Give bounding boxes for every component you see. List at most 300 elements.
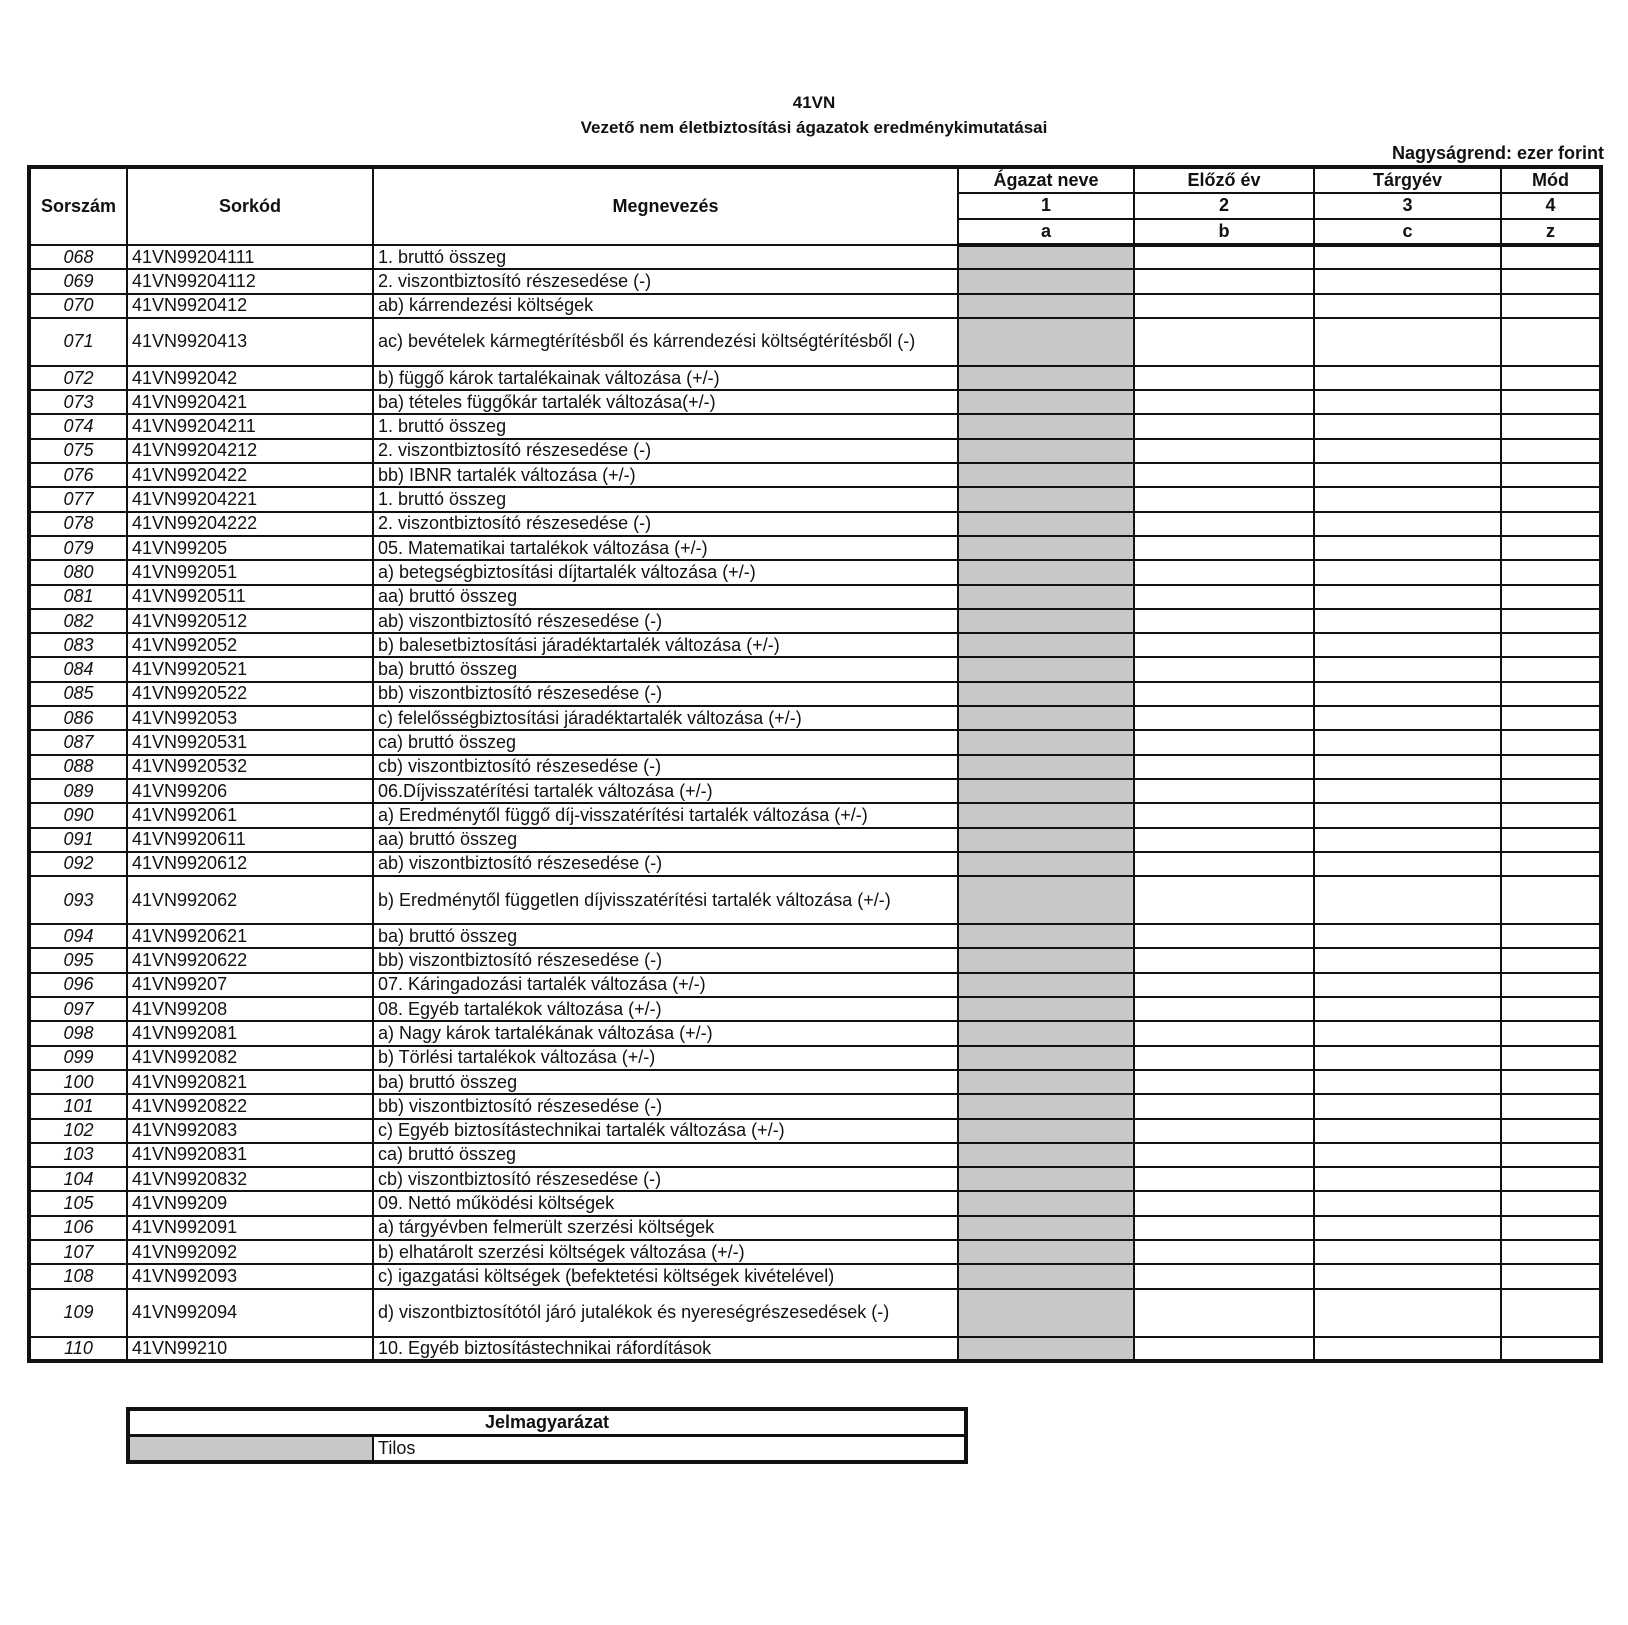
cell-agazat-disabled <box>958 924 1134 948</box>
row-code: 41VN9920422 <box>127 463 373 487</box>
header-agazat-letter: a <box>958 219 1134 245</box>
cell-targyev[interactable] <box>1314 560 1501 584</box>
table-row <box>29 1264 1601 1288</box>
cell-agazat-disabled <box>958 439 1134 463</box>
row-number: 075 <box>29 439 127 463</box>
cell-agazat-disabled <box>958 1021 1134 1045</box>
cell-elozo-ev[interactable] <box>1134 852 1314 876</box>
table-row <box>29 512 1601 536</box>
cell-targyev[interactable] <box>1314 633 1501 657</box>
cell-agazat-disabled <box>958 779 1134 803</box>
cell-targyev[interactable] <box>1314 1289 1501 1337</box>
row-name: 2. viszontbiztosító részesedése (-) <box>373 269 958 293</box>
cell-targyev[interactable] <box>1314 294 1501 318</box>
cell-mod[interactable] <box>1501 560 1601 584</box>
cell-mod[interactable] <box>1501 536 1601 560</box>
table-row <box>29 366 1601 390</box>
table-row <box>29 997 1601 1021</box>
table-row <box>29 973 1601 997</box>
row-number: 108 <box>29 1264 127 1288</box>
table-row <box>29 876 1601 924</box>
cell-elozo-ev[interactable] <box>1134 755 1314 779</box>
row-name: a) Nagy károk tartalékának változása (+/-) <box>373 1021 958 1045</box>
cell-elozo-ev[interactable] <box>1134 414 1314 438</box>
row-code: 41VN99207 <box>127 973 373 997</box>
row-code: 41VN9920831 <box>127 1143 373 1167</box>
cell-agazat-disabled <box>958 1264 1134 1288</box>
cell-mod[interactable] <box>1501 414 1601 438</box>
legend-swatch-gray <box>128 1436 373 1463</box>
cell-mod[interactable] <box>1501 1289 1601 1337</box>
row-name: ba) bruttó összeg <box>373 1070 958 1094</box>
cell-mod[interactable] <box>1501 318 1601 366</box>
row-code: 41VN99210 <box>127 1337 373 1361</box>
cell-targyev[interactable] <box>1314 487 1501 511</box>
row-code: 41VN9920413 <box>127 318 373 366</box>
cell-agazat-disabled <box>958 245 1134 269</box>
row-code: 41VN992091 <box>127 1216 373 1240</box>
cell-targyev[interactable] <box>1314 269 1501 293</box>
cell-targyev[interactable] <box>1314 1240 1501 1264</box>
cell-mod[interactable] <box>1501 1046 1601 1070</box>
cell-agazat-disabled <box>958 366 1134 390</box>
row-name: b) Eredménytől független díjvisszatérítési tartalék változása (+/-) <box>373 876 958 924</box>
legend-label: Tilos <box>373 1436 966 1463</box>
header-elozo-letter: b <box>1134 219 1314 245</box>
cell-mod[interactable] <box>1501 633 1601 657</box>
header-agazat: Ágazat neve <box>958 167 1134 193</box>
cell-elozo-ev[interactable] <box>1134 487 1314 511</box>
row-number: 072 <box>29 366 127 390</box>
row-code: 41VN9920421 <box>127 390 373 414</box>
cell-mod[interactable] <box>1501 1021 1601 1045</box>
cell-targyev[interactable] <box>1314 1119 1501 1143</box>
cell-elozo-ev[interactable] <box>1134 1021 1314 1045</box>
cell-targyev[interactable] <box>1314 1021 1501 1045</box>
row-name: d) viszontbiztosítótól járó jutalékok és nyereségrészesedések (-) <box>373 1289 958 1337</box>
row-number: 109 <box>29 1289 127 1337</box>
cell-agazat-disabled <box>958 390 1134 414</box>
cell-agazat-disabled <box>958 633 1134 657</box>
header-elozo-num: 2 <box>1134 193 1314 218</box>
cell-elozo-ev[interactable] <box>1134 706 1314 730</box>
row-number: 101 <box>29 1094 127 1118</box>
table-row <box>29 1143 1601 1167</box>
row-name: ca) bruttó összeg <box>373 730 958 754</box>
row-number: 078 <box>29 512 127 536</box>
legend-title: Jelmagyarázat <box>128 1409 966 1436</box>
row-name: cb) viszontbiztosító részesedése (-) <box>373 755 958 779</box>
row-number: 084 <box>29 657 127 681</box>
row-name: ba) bruttó összeg <box>373 657 958 681</box>
row-code: 41VN992042 <box>127 366 373 390</box>
cell-agazat-disabled <box>958 1337 1134 1361</box>
row-code: 41VN9920521 <box>127 657 373 681</box>
row-name: cb) viszontbiztosító részesedése (-) <box>373 1167 958 1191</box>
row-number: 107 <box>29 1240 127 1264</box>
row-code: 41VN99208 <box>127 997 373 1021</box>
table-row <box>29 609 1601 633</box>
cell-elozo-ev[interactable] <box>1134 390 1314 414</box>
row-code: 41VN9920532 <box>127 755 373 779</box>
cell-elozo-ev[interactable] <box>1134 585 1314 609</box>
row-number: 085 <box>29 682 127 706</box>
cell-mod[interactable] <box>1501 1264 1601 1288</box>
cell-targyev[interactable] <box>1314 245 1501 269</box>
cell-elozo-ev[interactable] <box>1134 366 1314 390</box>
cell-elozo-ev[interactable] <box>1134 1167 1314 1191</box>
row-code: 41VN9920611 <box>127 828 373 852</box>
cell-agazat-disabled <box>958 1289 1134 1337</box>
row-name: b) elhatárolt szerzési költségek változása (+/-) <box>373 1240 958 1264</box>
row-code: 41VN992082 <box>127 1046 373 1070</box>
row-number: 092 <box>29 852 127 876</box>
row-number: 104 <box>29 1167 127 1191</box>
cell-mod[interactable] <box>1501 512 1601 536</box>
cell-targyev[interactable] <box>1314 512 1501 536</box>
cell-mod[interactable] <box>1501 439 1601 463</box>
cell-elozo-ev[interactable] <box>1134 997 1314 1021</box>
row-number: 086 <box>29 706 127 730</box>
row-number: 110 <box>29 1337 127 1361</box>
cell-elozo-ev[interactable] <box>1134 439 1314 463</box>
cell-targyev[interactable] <box>1314 463 1501 487</box>
row-name: b) balesetbiztosítási járadéktartalék változása (+/-) <box>373 633 958 657</box>
cell-mod[interactable] <box>1501 463 1601 487</box>
cell-mod[interactable] <box>1501 997 1601 1021</box>
table-row <box>29 390 1601 414</box>
cell-elozo-ev[interactable] <box>1134 463 1314 487</box>
cell-targyev[interactable] <box>1314 1216 1501 1240</box>
row-number: 096 <box>29 973 127 997</box>
cell-agazat-disabled <box>958 997 1134 1021</box>
cell-mod[interactable] <box>1501 294 1601 318</box>
header-mod-num: 4 <box>1501 193 1601 218</box>
cell-targyev[interactable] <box>1314 609 1501 633</box>
cell-targyev[interactable] <box>1314 828 1501 852</box>
row-code: 41VN99204211 <box>127 414 373 438</box>
cell-mod[interactable] <box>1501 1167 1601 1191</box>
row-code: 41VN992093 <box>127 1264 373 1288</box>
table-row <box>29 1070 1601 1094</box>
row-name: a) betegségbiztosítási díjtartalék változása (+/-) <box>373 560 958 584</box>
cell-mod[interactable] <box>1501 609 1601 633</box>
row-code: 41VN992051 <box>127 560 373 584</box>
header-mod: Mód <box>1501 167 1601 193</box>
cell-targyev[interactable] <box>1314 1167 1501 1191</box>
cell-targyev[interactable] <box>1314 876 1501 924</box>
cell-elozo-ev[interactable] <box>1134 1337 1314 1361</box>
cell-agazat-disabled <box>958 269 1134 293</box>
cell-elozo-ev[interactable] <box>1134 1191 1314 1215</box>
header-targy-num: 3 <box>1314 193 1501 218</box>
row-code: 41VN992052 <box>127 633 373 657</box>
cell-agazat-disabled <box>958 1143 1134 1167</box>
row-name: ab) viszontbiztosító részesedése (-) <box>373 852 958 876</box>
cell-targyev[interactable] <box>1314 390 1501 414</box>
row-code: 41VN9920522 <box>127 682 373 706</box>
table-row <box>29 924 1601 948</box>
table-row <box>29 1167 1601 1191</box>
cell-mod[interactable] <box>1501 876 1601 924</box>
cell-elozo-ev[interactable] <box>1134 633 1314 657</box>
cell-mod[interactable] <box>1501 1337 1601 1361</box>
header-targy: Tárgyév <box>1314 167 1501 193</box>
header-mod-letter: z <box>1501 219 1601 245</box>
table-row <box>29 487 1601 511</box>
cell-agazat-disabled <box>958 1216 1134 1240</box>
row-code: 41VN9920621 <box>127 924 373 948</box>
row-number: 087 <box>29 730 127 754</box>
row-name: bb) viszontbiztosító részesedése (-) <box>373 948 958 972</box>
cell-agazat-disabled <box>958 1119 1134 1143</box>
table-row <box>29 245 1601 269</box>
row-number: 082 <box>29 609 127 633</box>
row-code: 41VN9920531 <box>127 730 373 754</box>
cell-targyev[interactable] <box>1314 682 1501 706</box>
row-code: 41VN99205 <box>127 536 373 560</box>
cell-targyev[interactable] <box>1314 414 1501 438</box>
table-row <box>29 463 1601 487</box>
cell-mod[interactable] <box>1501 706 1601 730</box>
cell-agazat-disabled <box>958 706 1134 730</box>
cell-mod[interactable] <box>1501 487 1601 511</box>
row-name: bb) viszontbiztosító részesedése (-) <box>373 682 958 706</box>
cell-targyev[interactable] <box>1314 973 1501 997</box>
cell-mod[interactable] <box>1501 1094 1601 1118</box>
cell-agazat-disabled <box>958 414 1134 438</box>
row-number: 071 <box>29 318 127 366</box>
row-name: 07. Káringadozási tartalék változása (+/-) <box>373 973 958 997</box>
row-name: 2. viszontbiztosító részesedése (-) <box>373 439 958 463</box>
header-megnevezes: Megnevezés <box>373 167 958 245</box>
cell-targyev[interactable] <box>1314 1046 1501 1070</box>
document-title: Vezető nem életbiztosítási ágazatok eredménykimutatásai <box>580 118 1048 137</box>
cell-targyev[interactable] <box>1314 439 1501 463</box>
row-name: 2. viszontbiztosító részesedése (-) <box>373 512 958 536</box>
cell-mod[interactable] <box>1501 1216 1601 1240</box>
table-row <box>29 1337 1601 1361</box>
table-row <box>29 852 1601 876</box>
cell-agazat-disabled <box>958 852 1134 876</box>
cell-elozo-ev[interactable] <box>1134 536 1314 560</box>
legend-table <box>126 1407 968 1464</box>
row-number: 088 <box>29 755 127 779</box>
table-row <box>29 560 1601 584</box>
row-code: 41VN9920412 <box>127 294 373 318</box>
cell-elozo-ev[interactable] <box>1134 294 1314 318</box>
cell-targyev[interactable] <box>1314 730 1501 754</box>
cell-elozo-ev[interactable] <box>1134 269 1314 293</box>
cell-mod[interactable] <box>1501 779 1601 803</box>
row-code: 41VN9920622 <box>127 948 373 972</box>
row-code: 41VN99209 <box>127 1191 373 1215</box>
cell-targyev[interactable] <box>1314 1264 1501 1288</box>
row-code: 41VN9920821 <box>127 1070 373 1094</box>
table-row <box>29 414 1601 438</box>
cell-elozo-ev[interactable] <box>1134 512 1314 536</box>
row-name: ab) kárrendezési költségek <box>373 294 958 318</box>
row-number: 094 <box>29 924 127 948</box>
cell-mod[interactable] <box>1501 245 1601 269</box>
cell-elozo-ev[interactable] <box>1134 876 1314 924</box>
cell-mod[interactable] <box>1501 924 1601 948</box>
cell-mod[interactable] <box>1501 1240 1601 1264</box>
cell-agazat-disabled <box>958 1046 1134 1070</box>
cell-targyev[interactable] <box>1314 366 1501 390</box>
cell-elozo-ev[interactable] <box>1134 1119 1314 1143</box>
cell-targyev[interactable] <box>1314 1070 1501 1094</box>
cell-mod[interactable] <box>1501 1070 1601 1094</box>
cell-agazat-disabled <box>958 755 1134 779</box>
cell-elozo-ev[interactable] <box>1134 560 1314 584</box>
cell-elozo-ev[interactable] <box>1134 1240 1314 1264</box>
row-code: 41VN992081 <box>127 1021 373 1045</box>
cell-elozo-ev[interactable] <box>1134 318 1314 366</box>
unit-note: Nagyságrend: ezer forint <box>1391 143 1604 163</box>
row-name: a) tárgyévben felmerült szerzési költségek <box>373 1216 958 1240</box>
cell-agazat-disabled <box>958 294 1134 318</box>
row-code: 41VN992053 <box>127 706 373 730</box>
row-number: 098 <box>29 1021 127 1045</box>
cell-targyev[interactable] <box>1314 706 1501 730</box>
cell-elozo-ev[interactable] <box>1134 1094 1314 1118</box>
row-number: 091 <box>29 828 127 852</box>
row-number: 077 <box>29 487 127 511</box>
row-number: 074 <box>29 414 127 438</box>
row-number: 080 <box>29 560 127 584</box>
row-name: ba) tételes függőkár tartalék változása(+/-) <box>373 390 958 414</box>
cell-mod[interactable] <box>1501 366 1601 390</box>
row-number: 103 <box>29 1143 127 1167</box>
cell-mod[interactable] <box>1501 269 1601 293</box>
cell-elozo-ev[interactable] <box>1134 657 1314 681</box>
row-name: a) Eredménytől függő díj-visszatérítési tartalék változása (+/-) <box>373 803 958 827</box>
cell-targyev[interactable] <box>1314 948 1501 972</box>
row-code: 41VN9920832 <box>127 1167 373 1191</box>
cell-elozo-ev[interactable] <box>1134 1046 1314 1070</box>
cell-targyev[interactable] <box>1314 924 1501 948</box>
cell-agazat-disabled <box>958 730 1134 754</box>
cell-elozo-ev[interactable] <box>1134 730 1314 754</box>
row-number: 093 <box>29 876 127 924</box>
cell-mod[interactable] <box>1501 948 1601 972</box>
row-number: 090 <box>29 803 127 827</box>
cell-mod[interactable] <box>1501 852 1601 876</box>
cell-elozo-ev[interactable] <box>1134 1264 1314 1288</box>
cell-agazat-disabled <box>958 463 1134 487</box>
cell-targyev[interactable] <box>1314 755 1501 779</box>
cell-agazat-disabled <box>958 1167 1134 1191</box>
row-code: 41VN992062 <box>127 876 373 924</box>
cell-elozo-ev[interactable] <box>1134 803 1314 827</box>
cell-agazat-disabled <box>958 682 1134 706</box>
row-name: 10. Egyéb biztosítástechnikai ráfordítások <box>373 1337 958 1361</box>
cell-elozo-ev[interactable] <box>1134 779 1314 803</box>
cell-mod[interactable] <box>1501 1191 1601 1215</box>
cell-mod[interactable] <box>1501 828 1601 852</box>
cell-targyev[interactable] <box>1314 1337 1501 1361</box>
cell-targyev[interactable] <box>1314 852 1501 876</box>
cell-agazat-disabled <box>958 803 1134 827</box>
form-code: 41VN <box>792 93 836 112</box>
cell-elozo-ev[interactable] <box>1134 682 1314 706</box>
row-name: c) felelősségbiztosítási járadéktartalék változása (+/-) <box>373 706 958 730</box>
table-row <box>29 536 1601 560</box>
row-code: 41VN992083 <box>127 1119 373 1143</box>
cell-elozo-ev[interactable] <box>1134 1070 1314 1094</box>
cell-targyev[interactable] <box>1314 585 1501 609</box>
cell-targyev[interactable] <box>1314 1094 1501 1118</box>
row-number: 102 <box>29 1119 127 1143</box>
row-code: 41VN9920512 <box>127 609 373 633</box>
header-sorszam: Sorszám <box>29 167 127 245</box>
row-name: 05. Matematikai tartalékok változása (+/-) <box>373 536 958 560</box>
table-row <box>29 439 1601 463</box>
row-code: 41VN992092 <box>127 1240 373 1264</box>
cell-elozo-ev[interactable] <box>1134 948 1314 972</box>
row-name: bb) viszontbiztosító részesedése (-) <box>373 1094 958 1118</box>
row-number: 106 <box>29 1216 127 1240</box>
cell-agazat-disabled <box>958 609 1134 633</box>
cell-targyev[interactable] <box>1314 803 1501 827</box>
table-row <box>29 1240 1601 1264</box>
table-row <box>29 318 1601 366</box>
cell-agazat-disabled <box>958 560 1134 584</box>
table-row <box>29 1191 1601 1215</box>
table-body <box>29 245 1601 1361</box>
cell-agazat-disabled <box>958 876 1134 924</box>
row-name: 1. bruttó összeg <box>373 245 958 269</box>
header-sorkod: Sorkód <box>127 167 373 245</box>
row-name: ba) bruttó összeg <box>373 924 958 948</box>
cell-mod[interactable] <box>1501 973 1601 997</box>
cell-mod[interactable] <box>1501 585 1601 609</box>
cell-mod[interactable] <box>1501 682 1601 706</box>
cell-mod[interactable] <box>1501 803 1601 827</box>
cell-elozo-ev[interactable] <box>1134 245 1314 269</box>
cell-targyev[interactable] <box>1314 997 1501 1021</box>
cell-agazat-disabled <box>958 512 1134 536</box>
cell-mod[interactable] <box>1501 755 1601 779</box>
row-name: 1. bruttó összeg <box>373 414 958 438</box>
cell-mod[interactable] <box>1501 1143 1601 1167</box>
cell-targyev[interactable] <box>1314 779 1501 803</box>
row-number: 083 <box>29 633 127 657</box>
cell-elozo-ev[interactable] <box>1134 1143 1314 1167</box>
cell-targyev[interactable] <box>1314 1191 1501 1215</box>
cell-mod[interactable] <box>1501 390 1601 414</box>
table-row <box>29 1021 1601 1045</box>
cell-elozo-ev[interactable] <box>1134 1216 1314 1240</box>
row-number: 081 <box>29 585 127 609</box>
cell-mod[interactable] <box>1501 1119 1601 1143</box>
cell-elozo-ev[interactable] <box>1134 609 1314 633</box>
cell-elozo-ev[interactable] <box>1134 828 1314 852</box>
cell-targyev[interactable] <box>1314 657 1501 681</box>
cell-targyev[interactable] <box>1314 318 1501 366</box>
cell-agazat-disabled <box>958 1240 1134 1264</box>
cell-elozo-ev[interactable] <box>1134 973 1314 997</box>
cell-elozo-ev[interactable] <box>1134 924 1314 948</box>
cell-elozo-ev[interactable] <box>1134 1289 1314 1337</box>
cell-targyev[interactable] <box>1314 1143 1501 1167</box>
cell-mod[interactable] <box>1501 657 1601 681</box>
cell-targyev[interactable] <box>1314 536 1501 560</box>
cell-mod[interactable] <box>1501 730 1601 754</box>
row-code: 41VN9920822 <box>127 1094 373 1118</box>
table-row <box>29 1094 1601 1118</box>
